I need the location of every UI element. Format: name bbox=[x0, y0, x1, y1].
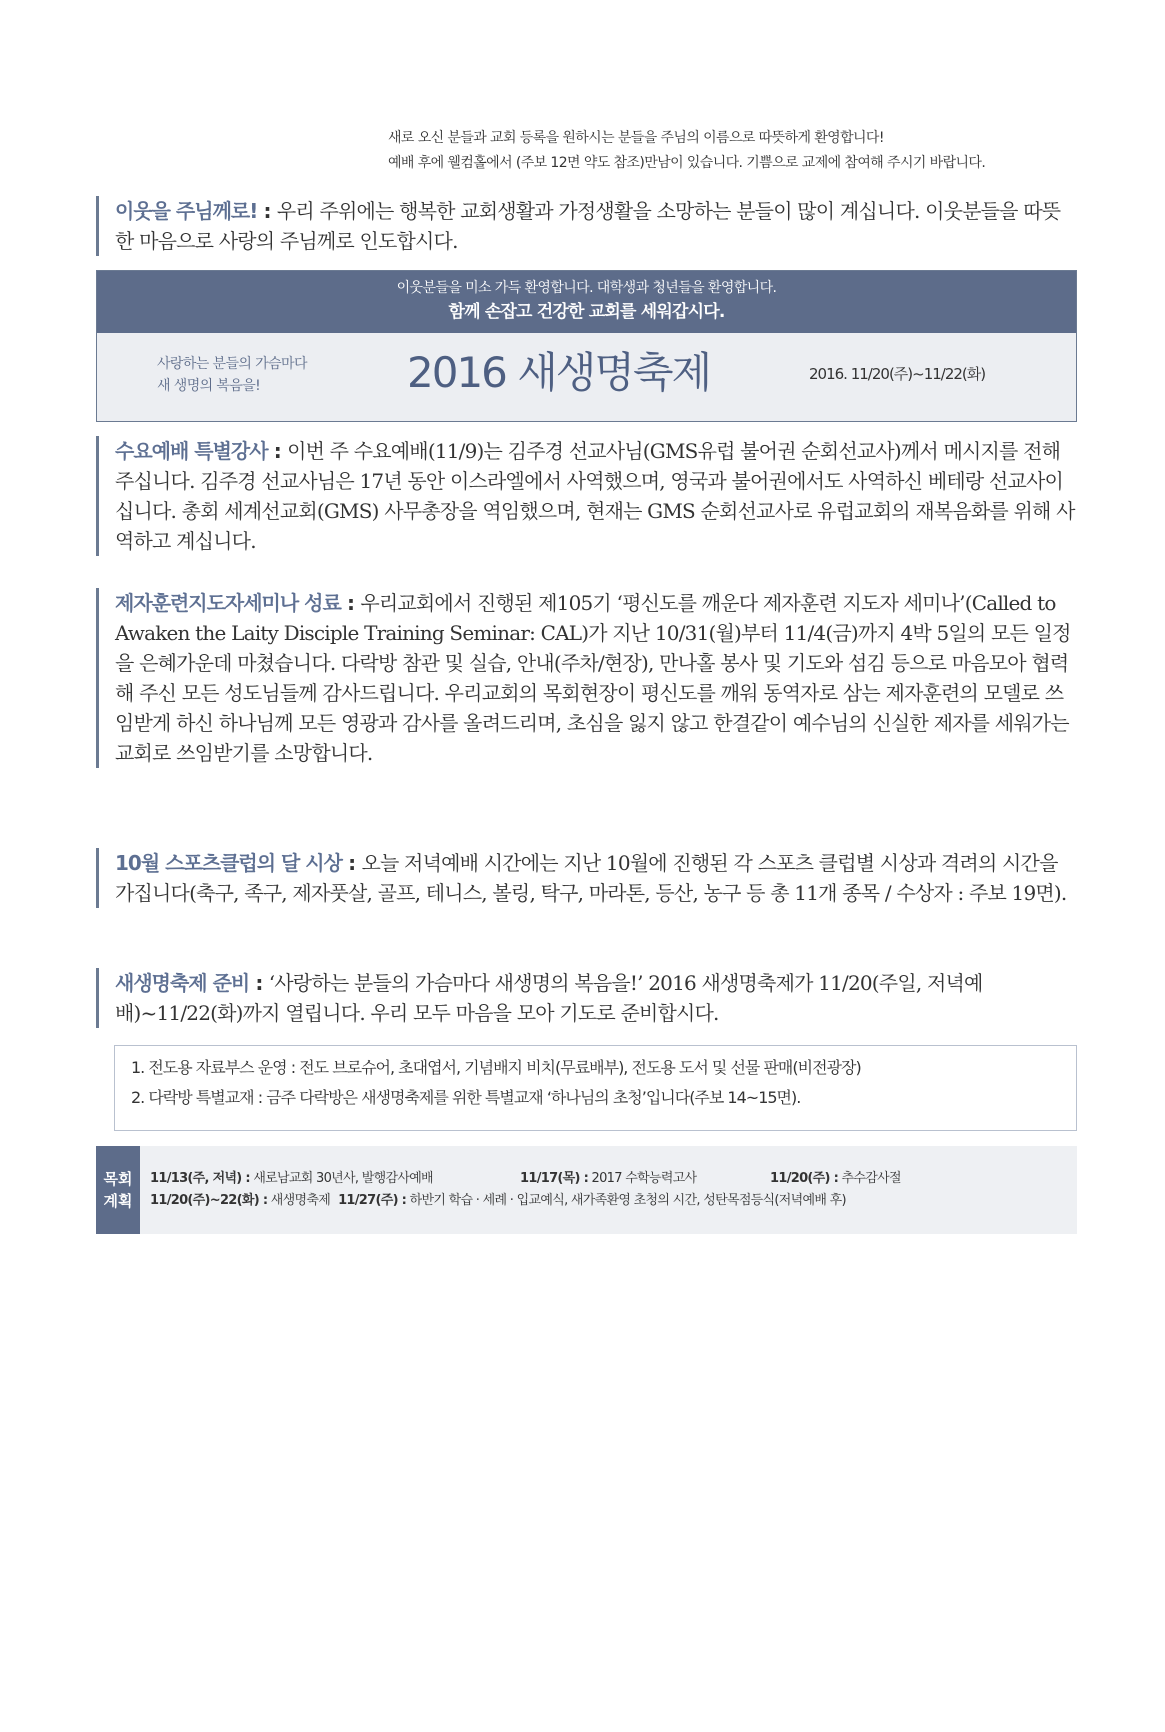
schedule-date: 11/20(주)~22(화) : bbox=[150, 1193, 268, 1208]
schedule-date: 11/27(주) : bbox=[338, 1193, 407, 1208]
section-colon: : bbox=[341, 851, 362, 875]
banner-line-1: 이웃분들을 미소 가득 환영합니다. 대학생과 청년들을 환영합니다. bbox=[396, 280, 777, 296]
schedule-date: 11/13(주, 저녁) : bbox=[150, 1171, 250, 1186]
schedule-label-line-1: 목회 bbox=[103, 1170, 133, 1188]
section-title: 제자훈련지도자세미나 성료 bbox=[115, 591, 341, 615]
banner-line-2: 함께 손잡고 건강한 교회를 세워갑시다. bbox=[448, 302, 725, 322]
schedule-row-1 bbox=[150, 1168, 1070, 1190]
section-colon: : bbox=[340, 591, 361, 615]
welcome-line-1: 새로 오신 분들과 교회 등록을 원하시는 분들을 주님의 이름으로 따뜻하게 환영합니다! bbox=[388, 130, 884, 146]
section-festival-prep bbox=[96, 968, 1076, 1028]
banner-subtitle bbox=[157, 353, 307, 397]
schedule-item bbox=[338, 1190, 846, 1212]
welcome-line-2: 예배 후에 웰컴홀에서 (주보 12면 약도 참조)만남이 있습니다. 기쁨으로 교제에 참여해 주시기 바랍니다. bbox=[388, 155, 986, 171]
list-item: 2. 다락방 특별교재 : 금주 다락방은 새생명축제를 위한 특별교재 ‘하나님의 초청’입니다(주보 14~15면). bbox=[131, 1088, 801, 1107]
section-colon: : bbox=[267, 439, 288, 463]
schedule-item bbox=[770, 1168, 901, 1190]
schedule-item bbox=[150, 1190, 330, 1212]
section-body: ‘사랑하는 분들의 가슴마다 새생명의 복음을!’ 2016 새생명축제가 11/20(주일, 저녁예배)~11/22(화)까지 열립니다. 우리 모두 마음을 모아 기도로 준비합시다. bbox=[115, 971, 983, 1025]
schedule-date: 11/17(목) : bbox=[520, 1171, 589, 1186]
section-seminar bbox=[96, 588, 1076, 768]
banner-header bbox=[97, 271, 1076, 333]
section-neighbors bbox=[96, 196, 1076, 256]
section-title: 수요예배 특별강사 bbox=[115, 439, 268, 463]
section-body: 우리교회에서 진행된 제105기 ‘평신도를 깨운다 제자훈련 지도자 세미나’(Called to Awaken the Laity Disciple Training Seminar: CAL)가 지난 10/31(월)부터 11/4(금)까지 4박 5일의 모든 일정을 은혜가운데 마쳤습니다. 다락방 참관 및 실습, 안내(주차/현장), 만나홀 봉사 및 기도와 섬김 등으로 마음모아 협력해 주신 모든 성도님들께 감사드립니다. 우리교회의 목회현장이 평신도를 깨워 동역자로 삼는 제자훈련의 모델로 쓰임받게 하신 하나님께 모든 영광과 감사를 올려드리며, 초심을 잃지 않고 한결같이 예수님의 신실한 제자를 세워가는 교회로 쓰임받기를 소망합니다. bbox=[115, 591, 1071, 765]
banner-subtitle-line-2: 새 생명의 복음을! bbox=[157, 378, 261, 394]
welcome-notice bbox=[388, 126, 1088, 176]
schedule-date: 11/20(주) : bbox=[770, 1171, 839, 1186]
festival-prep-list bbox=[114, 1045, 1077, 1131]
schedule-item bbox=[520, 1168, 770, 1190]
banner-subtitle-line-1: 사랑하는 분들의 가슴마다 bbox=[157, 356, 307, 372]
section-title: 10월 스포츠클럽의 달 시상 bbox=[115, 851, 342, 875]
section-body: 우리 주위에는 행복한 교회생활과 가정생활을 소망하는 분들이 많이 계십니다. 이웃분들을 따뜻한 마음으로 사랑의 주님께로 인도합시다. bbox=[115, 199, 1061, 253]
banner-body bbox=[97, 333, 1076, 421]
schedule-text: 추수감사절 bbox=[838, 1171, 901, 1186]
section-title: 이웃을 주님께로! bbox=[115, 199, 258, 223]
schedule-label-line-2: 계획 bbox=[103, 1192, 133, 1210]
section-body: 오늘 저녁예배 시간에는 지난 10월에 진행된 각 스포츠 클럽별 시상과 격려의 시간을 가집니다(축구, 족구, 제자풋살, 골프, 테니스, 볼링, 탁구, 마라톤, 등산, 농구 등 총 11개 종목 / 수상자 : 주보 19면). bbox=[115, 851, 1067, 905]
festival-banner bbox=[96, 270, 1077, 422]
schedule-text: 하반기 학습 · 세례 · 입교예식, 새가족환영 초청의 시간, 성탄목점등식(저녁예배 후) bbox=[406, 1193, 846, 1208]
section-body: 이번 주 수요예배(11/9)는 김주경 선교사님(GMS유럽 불어권 순회선교사)께서 메시지를 전해 주십니다. 김주경 선교사님은 17년 동안 이스라엘에서 사역했으며, 영국과 불어권에서도 사역하신 베테랑 선교사이십니다. 총회 세계선교회(GMS) 사무총장을 역임했으며, 현재는 GMS 순회선교사로 유럽교회의 재복음화를 위해 사역하고 계십니다. bbox=[115, 439, 1075, 553]
section-colon: : bbox=[249, 971, 269, 995]
ministry-schedule bbox=[96, 1146, 1077, 1234]
schedule-body bbox=[150, 1168, 1070, 1212]
list-item: 1. 전도용 자료부스 운영 : 전도 브로슈어, 초대엽서, 기념배지 비치(무료배부), 전도용 도서 및 선물 판매(비전광장) bbox=[131, 1058, 861, 1077]
banner-title: 2016 새생명축제 bbox=[407, 348, 711, 397]
section-colon: : bbox=[257, 199, 277, 223]
section-title: 새생명축제 준비 bbox=[115, 971, 250, 995]
schedule-text: 2017 수학능력고사 bbox=[588, 1171, 697, 1186]
schedule-row-2 bbox=[150, 1190, 1070, 1212]
banner-date: 2016. 11/20(주)~11/22(화) bbox=[809, 365, 986, 383]
schedule-label bbox=[96, 1146, 140, 1234]
schedule-text: 새로남교회 30년사, 발행감사예배 bbox=[249, 1171, 433, 1186]
schedule-text: 새생명축제 bbox=[267, 1193, 331, 1208]
section-sports bbox=[96, 848, 1076, 908]
section-wednesday-speaker bbox=[96, 436, 1076, 556]
schedule-item bbox=[150, 1168, 520, 1190]
